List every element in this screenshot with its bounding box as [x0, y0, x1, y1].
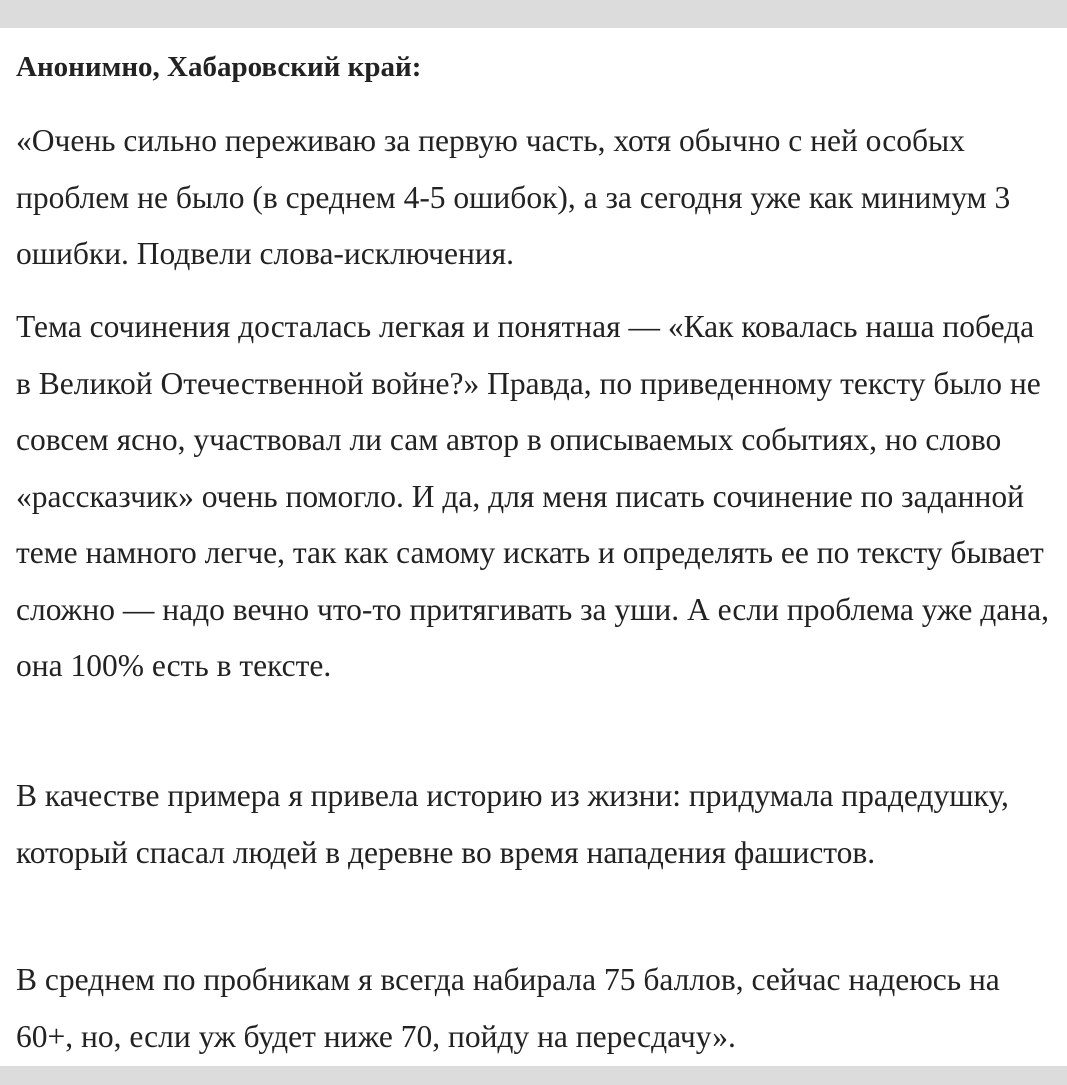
paragraph-1: «Очень сильно переживаю за первую часть, хотя обычно с ней особых проблем не было (в среднем 4-5 ошибок), а за сегодня уже как минимум 3 ошибки. Подвели слова-исключения.: [16, 123, 1011, 271]
article-body: [0, 28, 1067, 1066]
bottom-gray-bar: [0, 1066, 1067, 1085]
paragraph-2: Тема сочинения досталась легкая и понятная — «Как ковалась наша победа в Великой Отечественной войне?» Правда, по приведенному тексту было не совсем ясно, участвовал ли сам автор в описываемых событиях, но слово «рассказчик» очень помогло. И да, для меня писать сочинение по заданной теме намного легче, так как самому искать и определять ее по тексту бывает сложно — надо вечно что-то притягивать за уши. А если проблема уже дана, она 100% есть в тексте.: [16, 309, 1049, 683]
author-line: Анонимно, Хабаровский край:: [16, 51, 422, 83]
paragraph-4: В среднем по пробникам я всегда набирала 75 баллов, сейчас надеюсь на 60+, но, если уж будет ниже 70, пойду на пересдачу».: [16, 962, 1000, 1054]
top-gray-bar: [0, 0, 1067, 28]
paragraph-3: В качестве примера я привела историю из жизни: придумала прадедушку, который спасал людей в деревне во время нападения фашистов.: [16, 778, 1009, 870]
